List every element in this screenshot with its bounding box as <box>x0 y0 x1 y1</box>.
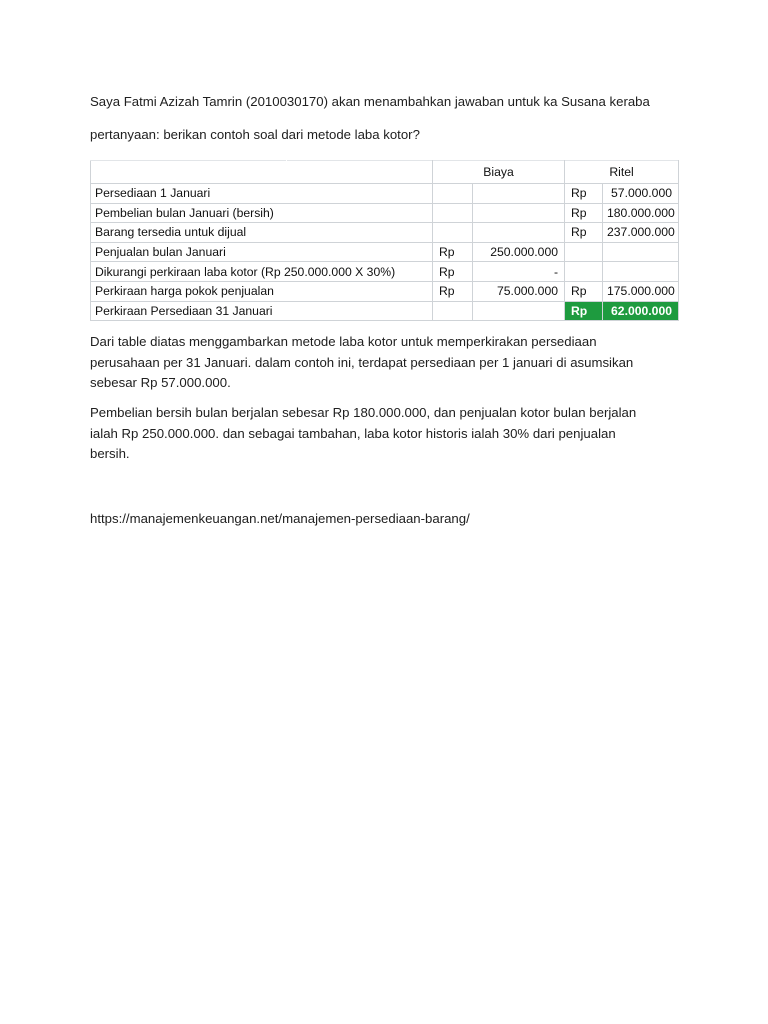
biaya-value: - <box>473 262 565 282</box>
paragraph-line: ialah Rp 250.000.000. dan sebagai tambahan, laba kotor historis ialah 30% dari penjualan <box>90 425 616 441</box>
paragraph-line: Dari table diatas menggambarkan metode laba kotor untuk memperkirakan persediaan <box>90 334 597 349</box>
biaya-currency: Rp <box>433 281 473 301</box>
paragraph-line: perusahaan per 31 Januari. dalam contoh ini, terdapat persediaan per 1 januari di asumsikan <box>90 354 634 370</box>
table-row <box>91 262 679 282</box>
ritel-currency <box>565 262 603 282</box>
ritel-currency: Rp <box>565 223 603 243</box>
paragraph-line: sebesar Rp 57.000.000. <box>90 375 231 390</box>
row-label: Pembelian bulan Januari (bersih) <box>91 203 287 223</box>
biaya-value <box>473 301 565 321</box>
explanation-paragraph-2 <box>90 403 680 465</box>
table-row <box>91 223 679 243</box>
source-link[interactable]: https://manajemenkeuangan.net/manajemen-persediaan-barang/ <box>90 511 470 526</box>
intro-line-2: pertanyaan: berikan contoh soal dari metode laba kotor? <box>90 127 420 142</box>
row-label: Perkiraan Persediaan 31 Januari <box>91 301 287 321</box>
biaya-currency <box>433 203 473 223</box>
ritel-currency: Rp <box>565 281 603 301</box>
ritel-value <box>603 242 679 262</box>
biaya-currency: Rp <box>433 262 473 282</box>
row-label: Dikurangi perkiraan laba kotor (Rp 250.000.000 X 30%) <box>91 262 433 282</box>
ritel-value <box>603 262 679 282</box>
header-biaya: Biaya <box>433 161 565 184</box>
ritel-currency <box>565 242 603 262</box>
paragraph-line: bersih. <box>90 446 130 461</box>
ritel-value: 180.000.000 <box>603 203 679 223</box>
table-row <box>91 203 679 223</box>
paragraph-line: Pembelian bersih bulan berjalan sebesar Rp 180.000.000, dan penjualan kotor bulan berjalan <box>90 405 637 420</box>
row-label: Penjualan bulan Januari <box>91 242 287 262</box>
biaya-value <box>473 223 565 243</box>
ritel-currency: Rp <box>565 203 603 223</box>
ritel-value: 175.000.000 <box>603 281 679 301</box>
ritel-value-highlight: 62.000.000 <box>603 301 679 321</box>
header-ritel: Ritel <box>565 161 679 184</box>
biaya-currency: Rp <box>433 242 473 262</box>
biaya-value <box>473 203 565 223</box>
table-row <box>91 281 679 301</box>
intro-line-1: Saya Fatmi Azizah Tamrin (2010030170) akan menambahkan jawaban untuk ka Susana keraba <box>90 94 650 109</box>
row-label: Persediaan 1 Januari <box>91 184 287 204</box>
table-row <box>91 184 679 204</box>
row-label: Perkiraan harga pokok penjualan <box>91 281 287 301</box>
biaya-currency <box>433 223 473 243</box>
row-label: Barang tersedia untuk dijual <box>91 223 287 243</box>
explanation-paragraph-1 <box>90 332 680 394</box>
table-row <box>91 242 679 262</box>
table-row-highlight <box>91 301 679 321</box>
biaya-value: 250.000.000 <box>473 242 565 262</box>
table-header-row <box>91 161 679 184</box>
biaya-currency <box>433 184 473 204</box>
ritel-value: 57.000.000 <box>603 184 679 204</box>
biaya-value <box>473 184 565 204</box>
biaya-currency <box>433 301 473 321</box>
biaya-value: 75.000.000 <box>473 281 565 301</box>
gross-profit-table <box>90 160 679 321</box>
ritel-currency-highlight: Rp <box>565 301 603 321</box>
ritel-currency: Rp <box>565 184 603 204</box>
ritel-value: 237.000.000 <box>603 223 679 243</box>
